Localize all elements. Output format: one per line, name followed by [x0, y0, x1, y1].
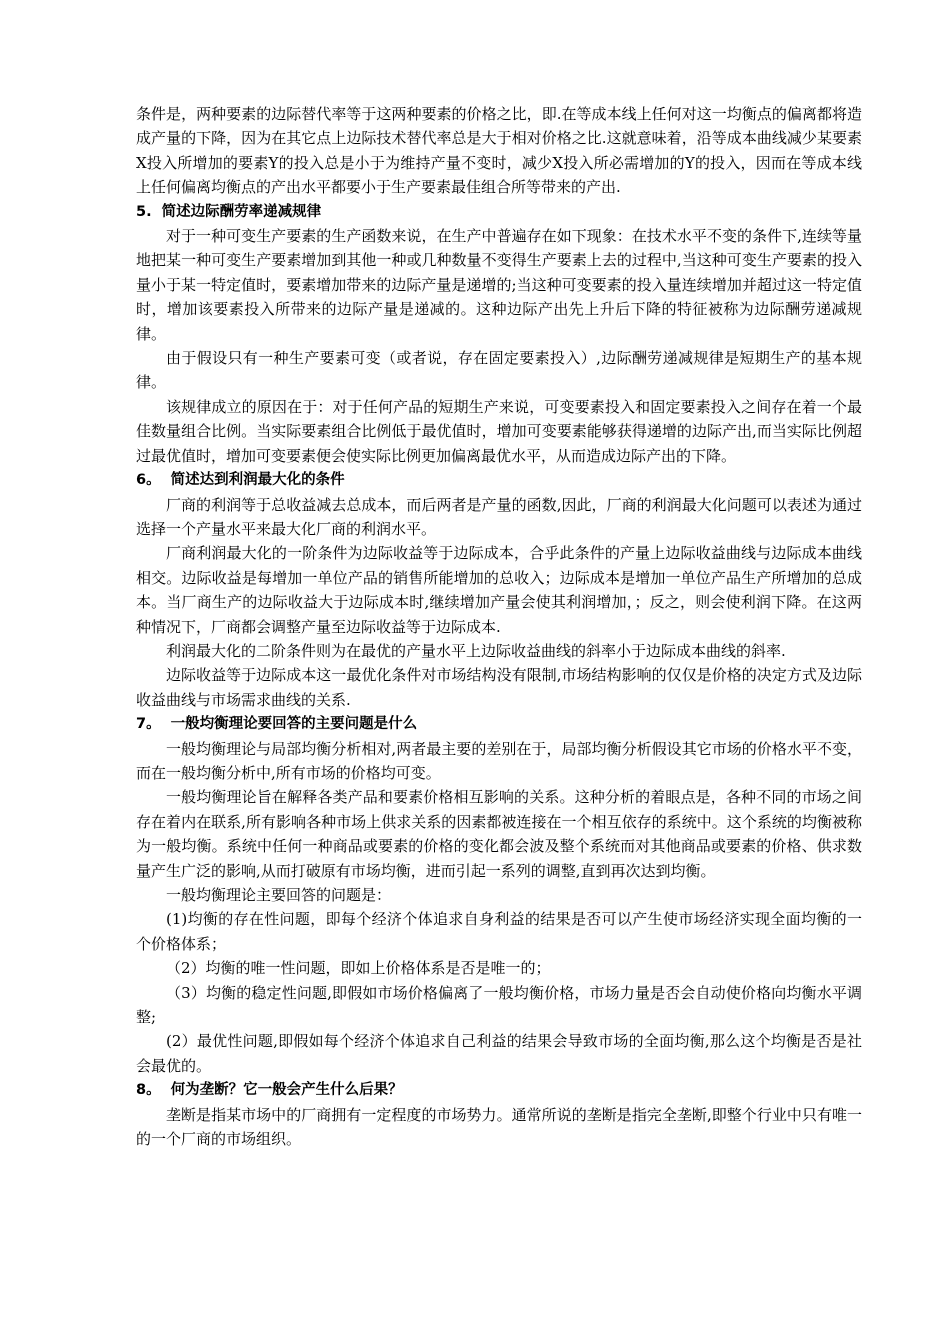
- section-heading: [136, 200, 862, 224]
- list-item: （3）均衡的稳定性问题,即假如市场价格偏离了一般均衡价格，市场力量是否会自动使价格向均衡水平调整;: [136, 983, 862, 1027]
- list-item: （2）均衡的唯一性问题，即如上价格体系是否是唯一的；: [166, 959, 551, 978]
- section-title: 简述边际酬劳率递减规律: [161, 203, 322, 220]
- section-number: 8。: [136, 1082, 161, 1099]
- section-number: 6。: [136, 472, 161, 489]
- paragraph: 边际收益等于边际成本这一最优化条件对市场结构没有限制,市场结构影响的仅仅是价格的决定方式及边际收益曲线与市场需求曲线的关系.: [136, 666, 862, 709]
- section-title: 简述达到利润最大化的条件: [170, 472, 345, 489]
- section-number: 7。: [136, 716, 161, 733]
- paragraph: 一般均衡理论旨在解释各类产品和要素价格相互影响的关系。这种分析的着眼点是，各种不同的市场之间存在着内在联系,所有影响各种市场上供求关系的因素都被连接在一个相互依存的系统中。这个系统的均衡被称为一般均衡。系统中任何一种商品或要素的价格的变化都会波及整个系统而对其他商品或要素的价格、供求数量产生广泛的影响,从而打破原有市场均衡，进而引起一系列的调整,直到再次达到均衡。: [136, 788, 862, 880]
- document-page: [136, 102, 862, 1151]
- paragraph: 利润最大化的二阶条件则为在最优的产量水平上边际收益曲线的斜率小于边际成本曲线的斜率.: [166, 641, 786, 660]
- section-number: 5.: [136, 203, 152, 220]
- list-item: (2）最优性问题,即假如每个经济个体追求自己利益的结果会导致市场的全面均衡,那么这个均衡是否是社会最优的。: [136, 1032, 862, 1075]
- paragraph: 厂商的利润等于总收益减去总成本，而后两者是产量的函数,因此，厂商的利润最大化问题可以表述为通过选择一个产量水平来最大化厂商的利润水平。: [136, 495, 862, 538]
- paragraph: 垄断是指某市场中的厂商拥有一定程度的市场势力。通常所说的垄断是指完全垄断,即整个行业中只有唯一的一个厂商的市场组织。: [136, 1105, 862, 1149]
- section-heading: [136, 712, 862, 736]
- section-title: 何为垄断？它一般会产生什么后果？: [170, 1082, 403, 1099]
- paragraph: 由于假设只有一种生产要素可变（或者说，存在固定要素投入）,边际酬劳递减规律是短期生产的基本规律。: [136, 349, 862, 392]
- paragraph: 条件是，两种要素的边际替代率等于这两种要素的价格之比，即.在等成本线上任何对这一均衡点的偏离都将造成产量的下降，因为在其它点上边际技术替代率总是大于相对价格之比.这就意味着，沿等成本曲线减少某要素X投入所增加的要素Y的投入总是小于为维持产量不变时，减少X投入所必需增加的Y的投入，因而在等成本线上任何偏离均衡点的产出水平都要小于生产要素最佳组合所等带来的产出.: [136, 105, 862, 197]
- paragraph: 一般均衡理论主要回答的问题是：: [166, 886, 392, 904]
- section-heading: [136, 468, 862, 492]
- paragraph: 一般均衡理论与局部均衡分析相对,两者最主要的差别在于，局部均衡分析假设其它市场的价格水平不变，而在一般均衡分析中,所有市场的价格均可变。: [136, 739, 862, 782]
- section-heading: [136, 1078, 862, 1102]
- list-item: (1)均衡的存在性问题，即每个经济个体追求自身利益的结果是否可以产生使市场经济实现全面均衡的一个价格体系；: [136, 910, 862, 953]
- paragraph: 厂商利润最大化的一阶条件为边际收益等于边际成本，合乎此条件的产量上边际收益曲线与边际成本曲线相交。边际收益是每增加一单位产品的销售所能增加的总收入；边际成本是增加一单位产品生产所增加的总成本。当厂商生产的边际收益大于边际成本时,继续增加产量会使其利润增加，；反之，则会使利润下降。在这两种情况下，厂商都会调整产量至边际收益等于边际成本.: [136, 544, 862, 636]
- section-title: 一般均衡理论要回答的主要问题是什么: [170, 716, 418, 733]
- paragraph: 该规律成立的原因在于：对于任何产品的短期生产来说，可变要素投入和固定要素投入之间存在着一个最佳数量组合比例。当实际要素组合比例低于最优值时，增加可变要素能够获得递增的边际产出,而当实际比例超过最优值时，增加可变要素便会使实际比例更加偏离最优水平，从而造成边际产出的下降。: [136, 397, 862, 465]
- paragraph: 对于一种可变生产要素的生产函数来说，在生产中普遍存在如下现象：在技术水平不变的条件下,连续等量地把某一种可变生产要素增加到其他一种或几种数量不变得生产要素上去的过程中,当这种可变生产要素的投入量小于某一特定值时，要素增加带来的边际产量是递增的;当这种可变要素的投入量连续增加并超过这一特定值时，增加该要素投入所带来的边际产量是递减的。这种边际产出先上升后下降的特征被称为边际酬劳递减规律。: [136, 227, 862, 343]
